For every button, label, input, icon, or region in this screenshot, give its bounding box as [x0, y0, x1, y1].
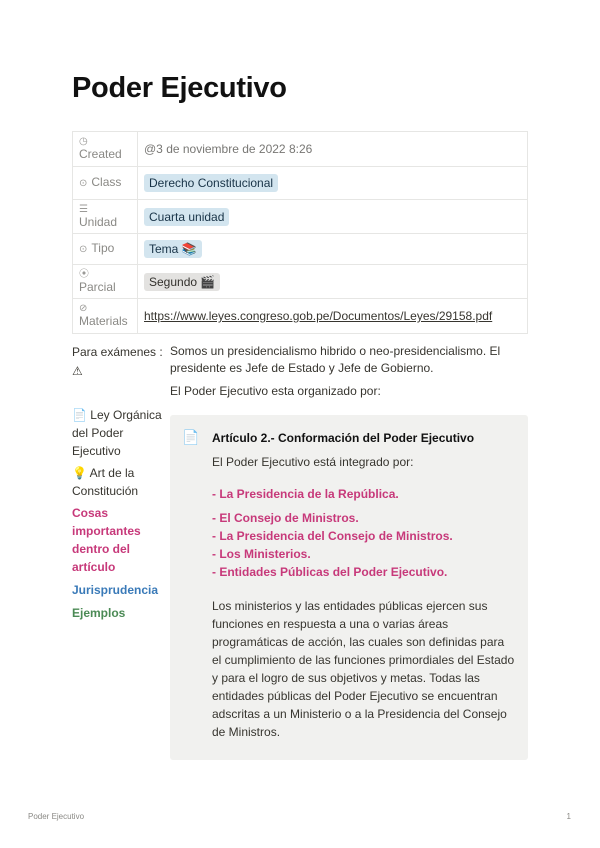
property-value-unidad[interactable]: [138, 200, 528, 234]
article-callout: [170, 415, 528, 760]
property-key-label: Unidad: [79, 214, 118, 229]
property-key-label: Materials: [79, 314, 128, 328]
warning-icon: ⚠: [72, 364, 83, 378]
list-item: - La Presidencia de la República.: [212, 487, 399, 501]
property-key-created: [73, 132, 138, 167]
created-date: @3 de noviembre de 2022 8:26: [144, 142, 313, 156]
list-item: - Entidades Públicas del Poder Ejecutivo.: [212, 565, 448, 579]
list-item: - El Consejo de Ministros.: [212, 511, 359, 525]
art-constitucion-label: Art de la Constitución: [72, 466, 139, 498]
property-key-unidad: [73, 200, 138, 234]
property-row-created: [73, 132, 528, 167]
article-heading: Artículo 2.- Conformación del Poder Ejecutivo: [212, 431, 475, 445]
property-key-label: Created: [79, 147, 122, 161]
footer-title: Poder Ejecutivo: [28, 812, 85, 821]
status-icon: ⦿: [79, 268, 89, 280]
page-number: 1: [566, 812, 571, 821]
art-constitucion-link[interactable]: [72, 464, 164, 500]
page-icon: 📄: [182, 429, 200, 445]
property-row-parcial: [73, 265, 528, 299]
property-row-unidad: [73, 200, 528, 234]
lightbulb-icon: 💡: [72, 466, 87, 480]
property-value-created[interactable]: [138, 132, 528, 167]
properties-table: [72, 131, 528, 334]
jurisprudencia-heading: Jurisprudencia: [72, 583, 159, 597]
article-intro: El Poder Ejecutivo está integrado por:: [212, 455, 414, 469]
property-row-class: [73, 167, 528, 200]
unidad-tag[interactable]: Cuarta unidad: [144, 208, 229, 226]
clock-icon: ◷: [79, 136, 88, 147]
intro-paragraph: Somos un presidencialismo hibrido o neo-presidencialismo. El presidente es Jefe de Estado y Jefe de Gobierno.: [170, 344, 501, 375]
ley-organica-link[interactable]: [72, 406, 164, 460]
cosas-importantes-heading: Cosas importantes dentro del artículo: [72, 506, 141, 574]
para-examenes-label: Para exámenes :: [72, 345, 163, 359]
property-row-tipo: [73, 234, 528, 265]
property-key-label: Class: [91, 175, 122, 189]
list-item: - La Presidencia del Consejo de Ministros.: [212, 529, 453, 543]
property-key-parcial: [73, 265, 138, 299]
ejemplos-heading: Ejemplos: [72, 606, 126, 620]
list-icon: ☰: [79, 203, 88, 215]
property-value-parcial[interactable]: [138, 265, 528, 299]
tipo-tag[interactable]: Tema 📚: [144, 240, 202, 258]
callout-body: [212, 429, 516, 741]
paperclip-icon: ⊘: [79, 303, 88, 314]
property-key-materials: [73, 299, 138, 334]
ley-organica-label: Ley Orgánica del Poder Ejecutivo: [72, 408, 162, 458]
property-value-class[interactable]: [138, 167, 528, 200]
left-column: [72, 343, 164, 622]
property-row-materials: [73, 299, 528, 334]
page-title: Poder Ejecutivo: [72, 72, 287, 104]
select-icon: ⊙: [79, 244, 88, 255]
property-key-label: Parcial: [79, 279, 116, 294]
list-item: - Los Ministerios.: [212, 547, 311, 561]
parcial-tag[interactable]: Segundo 🎬: [144, 273, 220, 291]
materials-link[interactable]: https://www.leyes.congreso.gob.pe/Documentos/Leyes/29158.pdf: [144, 309, 493, 323]
property-key-label: Tipo: [91, 241, 115, 255]
property-value-materials: [138, 299, 528, 334]
class-tag[interactable]: Derecho Constitucional: [144, 174, 278, 192]
organization-paragraph: El Poder Ejecutivo esta organizado por:: [170, 384, 381, 398]
property-key-class: [73, 167, 138, 200]
property-key-tipo: [73, 234, 138, 265]
article-paragraph: Los ministerios y las entidades públicas ejercen sus funciones en respuesta a una o varias áreas programáticas de acción, las cuales son definidas para el cumplimiento de las funciones primordiales del Estado y para el logro de sus objetivos y metas. Todas las entidades públicas del Poder Ejecutivo se encuentran adscritas a un Ministerio o a la Presidencia del Consejo de Ministros.: [212, 599, 515, 739]
page-icon: 📄: [72, 408, 87, 422]
select-icon: ⊙: [79, 178, 88, 189]
main-column: [170, 343, 528, 406]
property-value-tipo[interactable]: [138, 234, 528, 265]
